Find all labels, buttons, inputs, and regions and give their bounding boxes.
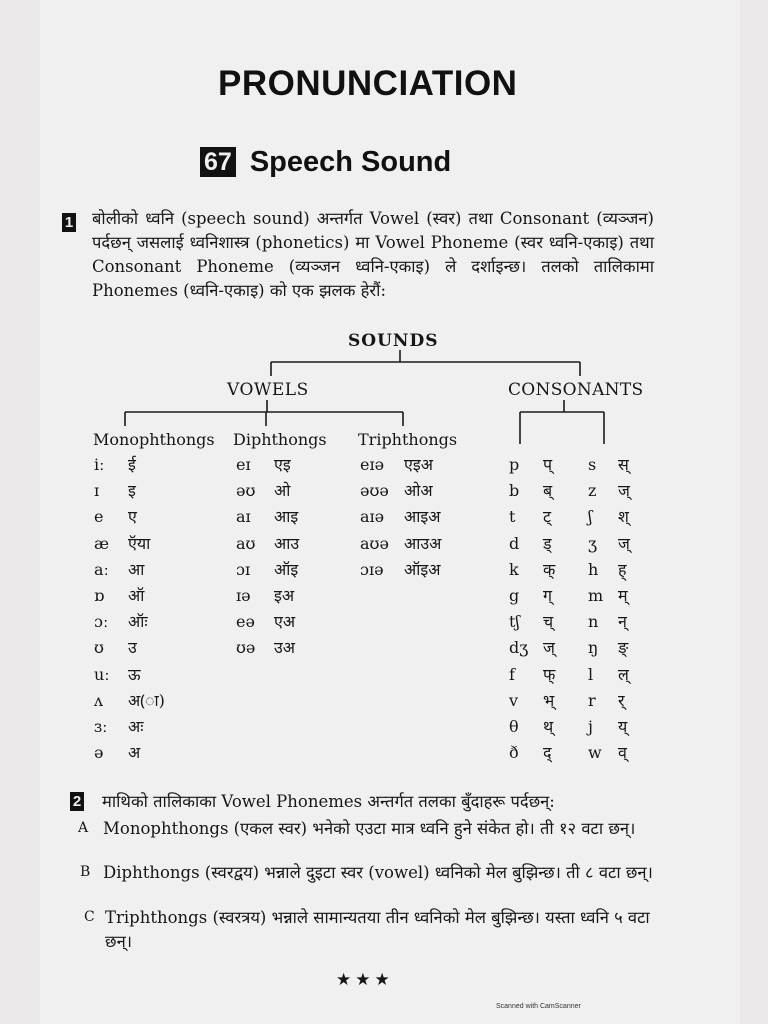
consonant-left-row	[509, 504, 555, 530]
monophthong-row	[94, 635, 165, 661]
diphthong-ipa: aɪ	[236, 507, 251, 527]
consonant-left-row	[509, 583, 555, 609]
monophthong-devanagari: अ(ा)	[128, 690, 165, 710]
consonant-right-ipa: j	[588, 716, 593, 736]
triphthong-row	[360, 531, 441, 557]
triphthong-ipa: ɔɪə	[360, 559, 384, 579]
consonant-right-row	[588, 688, 630, 714]
tree-node-consonants: CONSONANTS	[508, 380, 644, 400]
consonant-left-row	[509, 478, 555, 504]
monophthong-row	[94, 478, 165, 504]
consonant-left-devanagari: द्	[543, 743, 552, 763]
triphthong-ipa: əʊə	[360, 481, 389, 501]
consonant-left-devanagari: ट्	[543, 507, 552, 527]
consonant-left-ipa: k	[509, 559, 519, 579]
consonant-right-devanagari: ह्	[618, 559, 627, 579]
diphthong-row	[236, 557, 299, 583]
monophthong-devanagari: ऑ	[128, 585, 145, 605]
consonant-right-devanagari: स्	[618, 455, 629, 474]
triphthong-devanagari: आइअ	[404, 507, 441, 527]
diphthong-devanagari: ऑइ	[274, 559, 299, 579]
diphthong-devanagari: उअ	[274, 638, 295, 658]
consonant-right-row	[588, 531, 630, 557]
item-a-text: Monophthongs (एकल स्वर) भनेको एउटा मात्र ध्वनि हुने संकेत हो। ती १२ वटा छन्।	[103, 819, 636, 838]
monophthong-row	[94, 531, 165, 557]
monophthong-ipa: æ	[94, 533, 110, 553]
monophthong-ipa: uː	[94, 664, 110, 684]
consonant-right-ipa: ʃ	[588, 507, 593, 527]
item-c-letter: C	[84, 909, 95, 925]
consonant-left-row	[509, 635, 555, 661]
consonant-right-devanagari: ज्	[618, 533, 630, 553]
consonant-right-devanagari: य्	[618, 716, 628, 736]
diphthong-row	[236, 452, 299, 478]
triphthong-row	[360, 452, 441, 478]
heading-triphthongs: Triphthongs	[358, 430, 458, 449]
monophthong-ipa: ɜː	[94, 716, 108, 736]
monophthong-devanagari: ऊ	[128, 664, 141, 684]
consonant-left-ipa: tʃ	[509, 612, 520, 632]
consonant-left-row	[509, 688, 555, 714]
monophthong-devanagari: ऍया	[128, 533, 151, 553]
section-2-marker: 2	[70, 792, 84, 811]
consonant-right-devanagari: म्	[618, 585, 628, 605]
consonant-right-row	[588, 478, 630, 504]
consonant-left-devanagari: थ्	[543, 716, 554, 736]
lesson-number: 67	[200, 147, 236, 177]
monophthong-row	[94, 662, 165, 688]
consonant-right-row	[588, 557, 630, 583]
consonant-left-row	[509, 452, 555, 478]
consonant-right-devanagari: र्	[618, 690, 625, 710]
page-heading: PRONUNCIATION	[218, 64, 518, 103]
monophthong-ipa: aː	[94, 559, 109, 579]
consonant-right-ipa: ŋ	[588, 638, 599, 658]
consonant-right-ipa: ʒ	[588, 533, 598, 553]
heading-diphthongs: Diphthongs	[233, 430, 327, 449]
monophthong-row	[94, 583, 165, 609]
diphthong-devanagari: आउ	[274, 533, 300, 553]
heading-monophthongs: Monophthongs	[93, 430, 215, 449]
tree-node-vowels: VOWELS	[227, 380, 309, 400]
triphthong-devanagari: ओअ	[404, 481, 433, 501]
triphthong-devanagari: एइअ	[404, 455, 433, 474]
consonant-left-row	[509, 557, 555, 583]
consonant-left-ipa: ð	[509, 743, 519, 763]
monophthong-devanagari: इ	[128, 481, 136, 501]
monophthong-devanagari: ऑः	[128, 612, 148, 632]
consonant-left-ipa: b	[509, 481, 520, 501]
section-end-stars: ★★★	[336, 970, 394, 990]
consonant-right-ipa: r	[588, 690, 596, 710]
monophthong-devanagari: अ	[128, 743, 141, 763]
consonant-right-ipa: s	[588, 455, 597, 474]
consonant-right-ipa: l	[588, 664, 594, 684]
diphthong-devanagari: आइ	[274, 507, 299, 527]
monophthong-ipa: ɔː	[94, 612, 109, 632]
consonant-left-devanagari: ड्	[543, 533, 552, 553]
diphthong-devanagari: ओ	[274, 481, 291, 501]
triphthong-row	[360, 557, 441, 583]
triphthong-row	[360, 504, 441, 530]
diphthong-ipa: eə	[236, 612, 255, 632]
diphthong-devanagari: एअ	[274, 612, 296, 632]
consonant-left-devanagari: क्	[543, 559, 556, 579]
consonant-left-ipa: p	[509, 455, 520, 474]
consonants-left-list	[509, 452, 555, 766]
monophthong-row	[94, 504, 165, 530]
consonant-right-row	[588, 609, 630, 635]
consonant-right-row	[588, 583, 630, 609]
consonant-left-row	[509, 609, 555, 635]
section-2-intro: माथिको तालिकाका Vowel Phonemes अन्तर्गत तलका बुँदाहरू पर्दछन्:	[102, 792, 555, 811]
diphthong-row	[236, 609, 299, 635]
diphthong-ipa: aʊ	[236, 533, 256, 553]
sounds-tree-lines	[0, 0, 768, 460]
diphthong-ipa: ɔɪ	[236, 559, 251, 579]
monophthong-devanagari: अः	[128, 716, 144, 736]
section-1-marker: 1	[62, 213, 76, 232]
monophthong-ipa: ʊ	[94, 638, 104, 658]
consonant-left-devanagari: च्	[543, 612, 554, 632]
item-b-text: Diphthongs (स्वरद्वय) भन्नाले दुइटा स्वर (vowel) ध्वनिको मेल बुझिन्छ। ती ८ वटा छन्।	[103, 863, 653, 882]
consonant-left-row	[509, 740, 555, 766]
scanner-watermark: Scanned with CamScanner	[496, 1003, 581, 1010]
diphthong-row	[236, 635, 299, 661]
triphthong-devanagari: ऑइअ	[404, 559, 441, 579]
consonant-left-ipa: d	[509, 533, 520, 553]
triphthong-devanagari: आउअ	[404, 533, 442, 553]
consonant-right-row	[588, 662, 630, 688]
consonant-right-devanagari: न्	[618, 612, 627, 632]
monophthong-devanagari: उ	[128, 638, 137, 658]
consonant-left-row	[509, 662, 555, 688]
consonants-right-list	[588, 452, 630, 766]
diphthong-row	[236, 531, 299, 557]
triphthong-ipa: aʊə	[360, 533, 389, 553]
consonant-left-ipa: v	[509, 690, 519, 710]
monophthong-devanagari: आ	[128, 559, 145, 579]
consonant-right-ipa: z	[588, 481, 597, 501]
consonant-left-devanagari: ग्	[543, 585, 553, 605]
diphthong-ipa: əʊ	[236, 481, 256, 501]
diphthong-ipa: eɪ	[236, 455, 251, 474]
consonant-right-ipa: n	[588, 612, 599, 632]
monophthong-row	[94, 557, 165, 583]
diphthong-devanagari: इअ	[274, 585, 295, 605]
monophthong-row	[94, 714, 165, 740]
monophthong-ipa: ʌ	[94, 690, 104, 710]
intro-paragraph: बोलीको ध्वनि (speech sound) अन्तर्गत Vowel (स्वर) तथा Consonant (व्यञ्जन) पर्दछन् जसलाई ध्वनिशास्त्र (phonetics) मा Vowel Phoneme (स्वर ध्वनि-एकाइ) तथा Consonant Phoneme (व्यञ्जन ध्वनि-एकाइ) ले दर्शाइन्छ। तलको तालिकामा Phonemes (ध्वनि-एकाइ) को एक झलक हेरौं:	[92, 209, 654, 300]
consonant-left-ipa: f	[509, 664, 515, 684]
consonant-left-ipa: g	[509, 585, 520, 605]
monophthong-ipa: ɒ	[94, 585, 105, 605]
consonant-left-ipa: dʒ	[509, 638, 529, 658]
consonant-right-row	[588, 635, 630, 661]
consonant-left-row	[509, 714, 555, 740]
diphthong-row	[236, 583, 299, 609]
monophthong-row	[94, 452, 165, 478]
consonant-right-row	[588, 504, 630, 530]
consonant-left-devanagari: ज्	[543, 638, 555, 658]
consonant-right-devanagari: ङ्	[618, 638, 629, 658]
consonant-right-row	[588, 714, 630, 740]
monophthong-row	[94, 740, 165, 766]
consonant-left-devanagari: प्	[543, 455, 553, 474]
consonant-left-row	[509, 531, 555, 557]
consonant-left-ipa: t	[509, 507, 516, 527]
diphthong-row	[236, 478, 299, 504]
monophthongs-list	[94, 452, 165, 766]
monophthong-ipa: iː	[94, 455, 105, 474]
monophthong-devanagari: ई	[128, 455, 136, 474]
diphthong-devanagari: एइ	[274, 455, 291, 474]
triphthongs-list	[360, 452, 441, 583]
consonant-left-ipa: θ	[509, 716, 519, 736]
consonant-left-devanagari: भ्	[543, 690, 555, 710]
diphthongs-list	[236, 452, 299, 662]
diphthong-row	[236, 504, 299, 530]
diphthong-ipa: ɪə	[236, 585, 251, 605]
triphthong-row	[360, 478, 441, 504]
lesson-title: Speech Sound	[249, 145, 452, 178]
consonant-right-row	[588, 740, 630, 766]
monophthong-ipa: e	[94, 507, 104, 527]
consonant-right-devanagari: ल्	[618, 664, 629, 684]
triphthong-ipa: aɪə	[360, 507, 385, 527]
consonant-left-devanagari: फ्	[543, 664, 556, 684]
consonant-right-devanagari: श्	[618, 507, 629, 527]
tree-root-sounds: SOUNDS	[348, 331, 439, 351]
monophthong-devanagari: ए	[128, 507, 137, 527]
item-a-letter: A	[78, 820, 89, 836]
consonant-right-devanagari: व्	[618, 743, 627, 763]
item-b-letter: B	[80, 864, 91, 880]
consonant-right-row	[588, 452, 630, 478]
item-c-text: Triphthongs (स्वरत्रय) भन्नाले सामान्यतया तीन ध्वनिको मेल बुझिन्छ। यस्ता ध्वनि ५ वटा छन्।	[105, 908, 650, 951]
consonant-right-ipa: w	[588, 743, 602, 763]
consonant-right-ipa: m	[588, 585, 604, 605]
monophthong-ipa: ə	[94, 743, 104, 763]
monophthong-row	[94, 688, 165, 714]
triphthong-ipa: eɪə	[360, 455, 385, 474]
monophthong-row	[94, 609, 165, 635]
monophthong-ipa: ɪ	[94, 481, 100, 501]
diphthong-ipa: ʊə	[236, 638, 256, 658]
consonant-right-ipa: h	[588, 559, 599, 579]
consonant-right-devanagari: ज्	[618, 481, 630, 501]
consonant-left-devanagari: ब्	[543, 481, 553, 501]
